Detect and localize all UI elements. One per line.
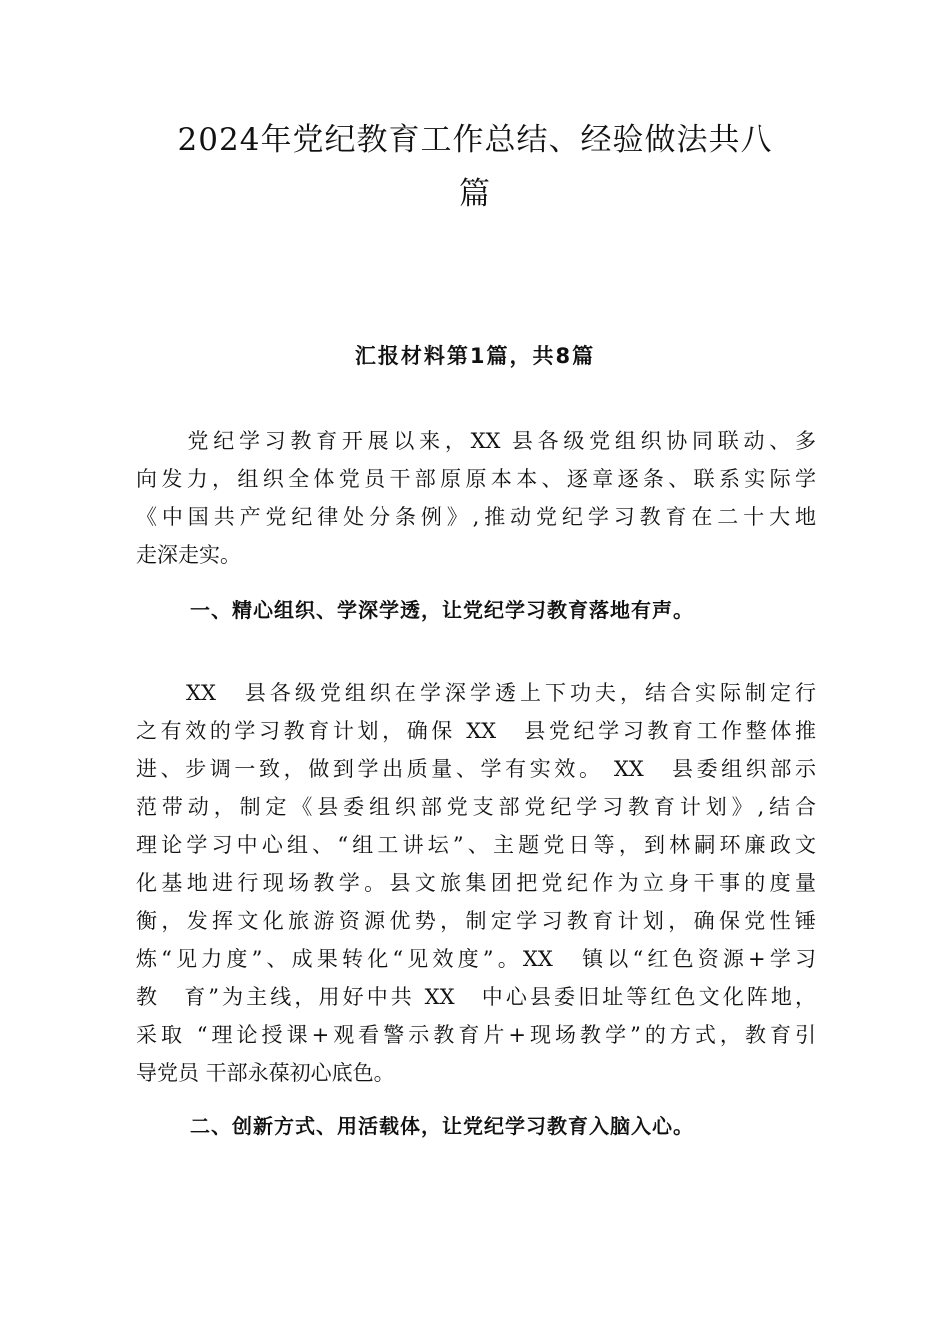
paragraph-line: 向发力，组织全体党员干部原原本本、逐章逐条、联系实际学 [136, 467, 816, 491]
paragraph-line: 教 育”为主线，用好中共 XX 中心县委旧址等红色文化阵地， [136, 985, 816, 1009]
paragraph-line: 化基地进行现场教学。县文旅集团把党纪作为立身干事的度量 [136, 871, 816, 895]
document-subtitle: 汇报材料第1篇，共8篇 [354, 344, 596, 368]
section1-paragraph [136, 674, 816, 1092]
paragraph-line: 理论学习中心组、“组工讲坛”、主题党日等，到林嗣环廉政文 [136, 833, 816, 857]
document-title-line1: 2024年党纪教育工作总结、经验做法共八 [177, 122, 773, 158]
paragraph-line: 导党员 干部永葆初心底色。 [136, 1061, 395, 1085]
section-heading-1: 一、精心组织、学深学透，让党纪学习教育落地有声。 [190, 598, 694, 622]
paragraph-line: 党纪学习教育开展以来，XX 县各级党组织协同联动、多 [136, 429, 816, 453]
intro-paragraph [136, 422, 816, 574]
paragraph-line: 走深走实。 [136, 543, 241, 567]
paragraph-line: 进、步调一致，做到学出质量、学有实效。 XX 县委组织部示 [136, 757, 816, 781]
paragraph-line: 《中国共产党纪律处分条例》,推动党纪学习教育在二十大地 [136, 505, 816, 529]
paragraph-line: 范带动，制定《县委组织部党支部党纪学习教育计划》,结合 [136, 795, 816, 819]
paragraph-line: 采取 “理论授课+观看警示教育片+现场教学”的方式，教育引 [136, 1023, 816, 1047]
document-title-line2: 篇 [459, 176, 491, 212]
paragraph-line: 衡，发挥文化旅游资源优势，制定学习教育计划，确保党性锤 [136, 909, 816, 933]
section-heading-2: 二、创新方式、用活载体，让党纪学习教育入脑入心。 [190, 1114, 694, 1138]
paragraph-line: 之有效的学习教育计划，确保 XX 县党纪学习教育工作整体推 [136, 719, 816, 743]
paragraph-line: 炼“见力度”、成果转化“见效度”。XX 镇以“红色资源+学习 [136, 947, 816, 971]
paragraph-line: XX 县各级党组织在学深学透上下功夫，结合实际制定行 [136, 681, 816, 705]
